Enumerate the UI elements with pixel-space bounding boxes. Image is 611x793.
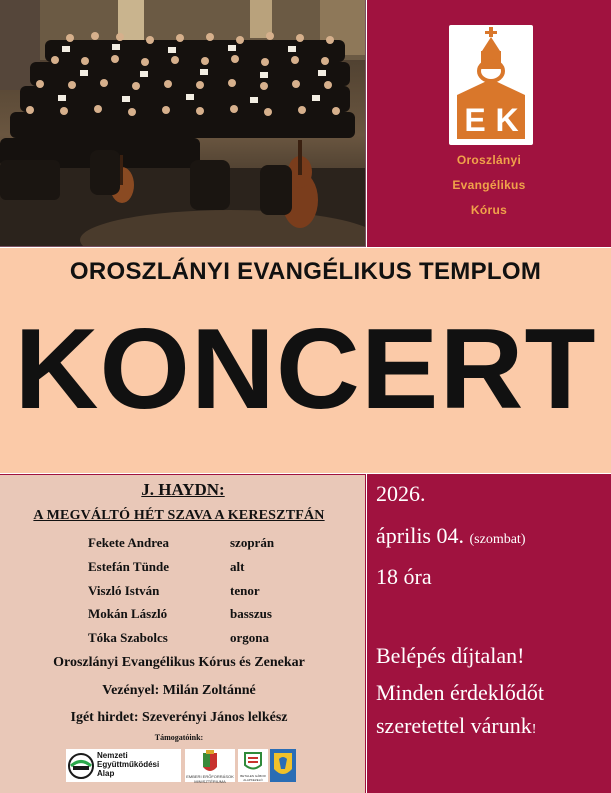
sponsor-oroszlany-crest (270, 749, 296, 782)
logo-panel (367, 0, 611, 247)
logo-text-line2: Evangélikus (452, 178, 526, 192)
performer-role: szoprán (230, 535, 275, 550)
preacher-credit: Igét hirdet: Szeverényi János lelkész (70, 710, 288, 725)
invite-line2-row (376, 713, 536, 739)
performer-role: orgona (230, 630, 269, 645)
choir-logo (449, 25, 533, 145)
work-title: A MEGVÁLTÓ HÉT SZAVA A KERESZTFÁN (33, 508, 325, 523)
event-weekday: (szombat) (469, 532, 526, 547)
composer-heading: J. HAYDN: (141, 480, 225, 499)
invite-line2: szeretettel várunk (376, 713, 532, 738)
sponsor-nea-line3: Alap (97, 769, 115, 778)
sponsor-nea-line2: Együttműködési (97, 760, 160, 769)
choir-photo (0, 0, 366, 247)
invite-end: ! (531, 722, 537, 737)
sponsor-bga-caption: BETHLEN GÁBOR ALAPKEZELŐ (240, 774, 266, 782)
ensemble-credit: Oroszlányi Evangélikus Kórus és Zenekar (53, 655, 305, 670)
svg-text:K: K (495, 102, 519, 138)
sponsors-label: Támogatóink: (154, 733, 204, 742)
sponsor-emmi-logo (185, 749, 235, 782)
event-date-line (376, 523, 525, 549)
performer-row (88, 535, 308, 555)
performer-name: Tóka Szabolcs (88, 630, 168, 645)
invite-line1: Minden érdeklődőt (376, 680, 545, 705)
performer-name: Mokán László (88, 606, 168, 621)
sponsor-bga-logo (238, 749, 268, 782)
sponsor-emmi-caption: EMBERI ERŐFORRÁSOK MINISZTÉRIUMA (186, 774, 234, 784)
event-date: április 04. (376, 523, 464, 548)
event-year: 2026. (376, 481, 426, 506)
logo-text-line3: Kórus (470, 203, 508, 217)
performer-row (88, 583, 308, 603)
performer-row (88, 559, 308, 579)
performer-role: tenor (230, 583, 260, 598)
performer-role: alt (230, 559, 245, 574)
performer-row (88, 630, 308, 650)
sponsor-nea-logo (66, 749, 181, 782)
performer-row (88, 606, 308, 626)
concert-title: KONCERT (14, 306, 597, 433)
venue-subtitle: OROSZLÁNYI EVANGÉLIKUS TEMPLOM (69, 258, 542, 285)
performer-name: Fekete Andrea (88, 535, 169, 550)
event-time: 18 óra (376, 564, 432, 589)
conductor-credit: Vezényel: Milán Zoltánné (102, 683, 256, 698)
svg-text:E: E (464, 102, 486, 138)
logo-text-line1: Oroszlányi (456, 153, 522, 167)
performer-role: basszus (230, 606, 272, 621)
performer-name: Viszló István (88, 583, 160, 598)
sponsor-nea-line1: Nemzeti (97, 751, 128, 760)
performer-name: Estefán Tünde (88, 559, 170, 574)
event-details-panel (367, 474, 611, 793)
entry-notice: Belépés díjtalan! (376, 643, 525, 668)
